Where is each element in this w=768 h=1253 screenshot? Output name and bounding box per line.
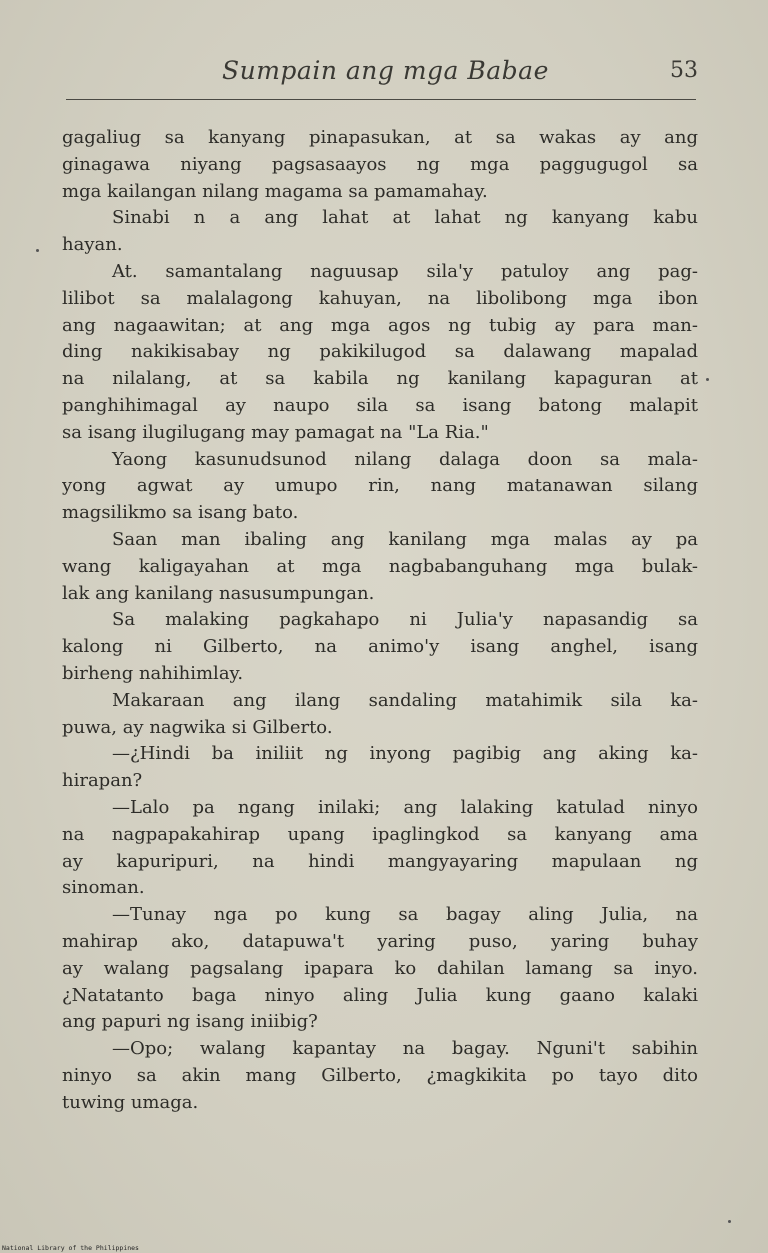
- text-line: Sinabi n a ang lahat at lahat ng kanyang kabu: [112, 207, 698, 229]
- text-line: kalong ni Gilberto, na animo'y isang anghel, isang: [62, 636, 698, 658]
- text-line: Sa malaking pagkahapo ni Julia'y napasandig sa: [112, 609, 698, 631]
- paper-speck: [706, 378, 709, 381]
- library-credit: National Library of the Philippines: [2, 1244, 139, 1252]
- text-line: ninyo sa akin mang Gilberto, ¿magkikita po tayo dito: [62, 1064, 698, 1086]
- text-line: ay walang pagsalang ipapara ko dahilan lamang sa inyo.: [62, 957, 698, 979]
- text-line: hayan.: [62, 234, 123, 256]
- page-number: 53: [670, 58, 698, 83]
- text-line: lilibot sa malalagong kahuyan, na libolibong mga ibon: [62, 287, 698, 309]
- header-rule: [66, 99, 696, 100]
- text-line: lak ang kanilang nasusumpungan.: [62, 582, 375, 604]
- page-header: [0, 52, 768, 92]
- text-line: mga kailangan nilang magama sa pamamahay.: [62, 180, 488, 202]
- text-line: magsilikmo sa isang bato.: [62, 502, 299, 524]
- text-line: ginagawa niyang pagsasaayos ng mga paggugugol sa: [62, 153, 698, 175]
- text-line: na nilalang, at sa kabila ng kanilang kapaguran at: [62, 368, 698, 390]
- text-line: panghihimagal ay naupo sila sa isang batong malapit: [62, 394, 698, 416]
- text-line: mahirap ako, datapuwa't yaring puso, yaring buhay: [62, 930, 698, 952]
- text-line: Makaraan ang ilang sandaling matahimik sila ka-: [112, 689, 698, 711]
- text-line: wang kaligayahan at mga nagbabanguhang mga bulak-: [62, 555, 698, 577]
- text-line: ang papuri ng isang iniibig?: [62, 1011, 318, 1033]
- text-line: Saan man ibaling ang kanilang mga malas ay pa: [112, 528, 698, 550]
- text-line: birheng nahihimlay.: [62, 662, 244, 684]
- text-line: —Opo; walang kapantay na bagay. Nguni't sabihin: [112, 1038, 698, 1060]
- text-line: sa isang ilugilugang may pamagat na "La Ria.": [62, 421, 489, 443]
- text-line: yong agwat ay umupo rin, nang matanawan silang: [62, 475, 698, 497]
- text-line: —Lalo pa ngang inilaki; ang lalaking katulad ninyo: [112, 796, 698, 818]
- text-line: ¿Natatanto baga ninyo aling Julia kung gaano kalaki: [62, 984, 698, 1006]
- text-line: tuwing umaga.: [62, 1091, 199, 1113]
- running-title: Sumpain ang mga Babae: [222, 56, 549, 85]
- text-line: —¿Hindi ba iniliit ng inyong pagibig ang aking ka-: [112, 743, 698, 765]
- text-line: puwa, ay nagwika si Gilberto.: [62, 716, 333, 738]
- body-text: [62, 125, 698, 1116]
- text-line: na nagpapakahirap upang ipaglingkod sa kanyang ama: [62, 823, 698, 845]
- text-line: ding nakikisabay ng pakikilugod sa dalawang mapalad: [62, 341, 698, 363]
- paper-speck: [36, 249, 39, 252]
- text-line: ay kapuripuri, na hindi mangyayaring mapulaan ng: [62, 850, 698, 872]
- text-line: hirapan?: [62, 770, 143, 792]
- text-line: sinoman.: [62, 877, 145, 899]
- text-line: At. samantalang naguusap sila'y patuloy ang pag-: [112, 260, 698, 282]
- paper-speck: [728, 1220, 731, 1223]
- text-line: —Tunay nga po kung sa bagay aling Julia, na: [112, 904, 698, 926]
- text-line: Yaong kasunudsunod nilang dalaga doon sa mala-: [112, 448, 698, 470]
- text-line: ang nagaawitan; at ang mga agos ng tubig ay para man-: [62, 314, 698, 336]
- text-line: gagaliug sa kanyang pinapasukan, at sa wakas ay ang: [62, 127, 698, 148]
